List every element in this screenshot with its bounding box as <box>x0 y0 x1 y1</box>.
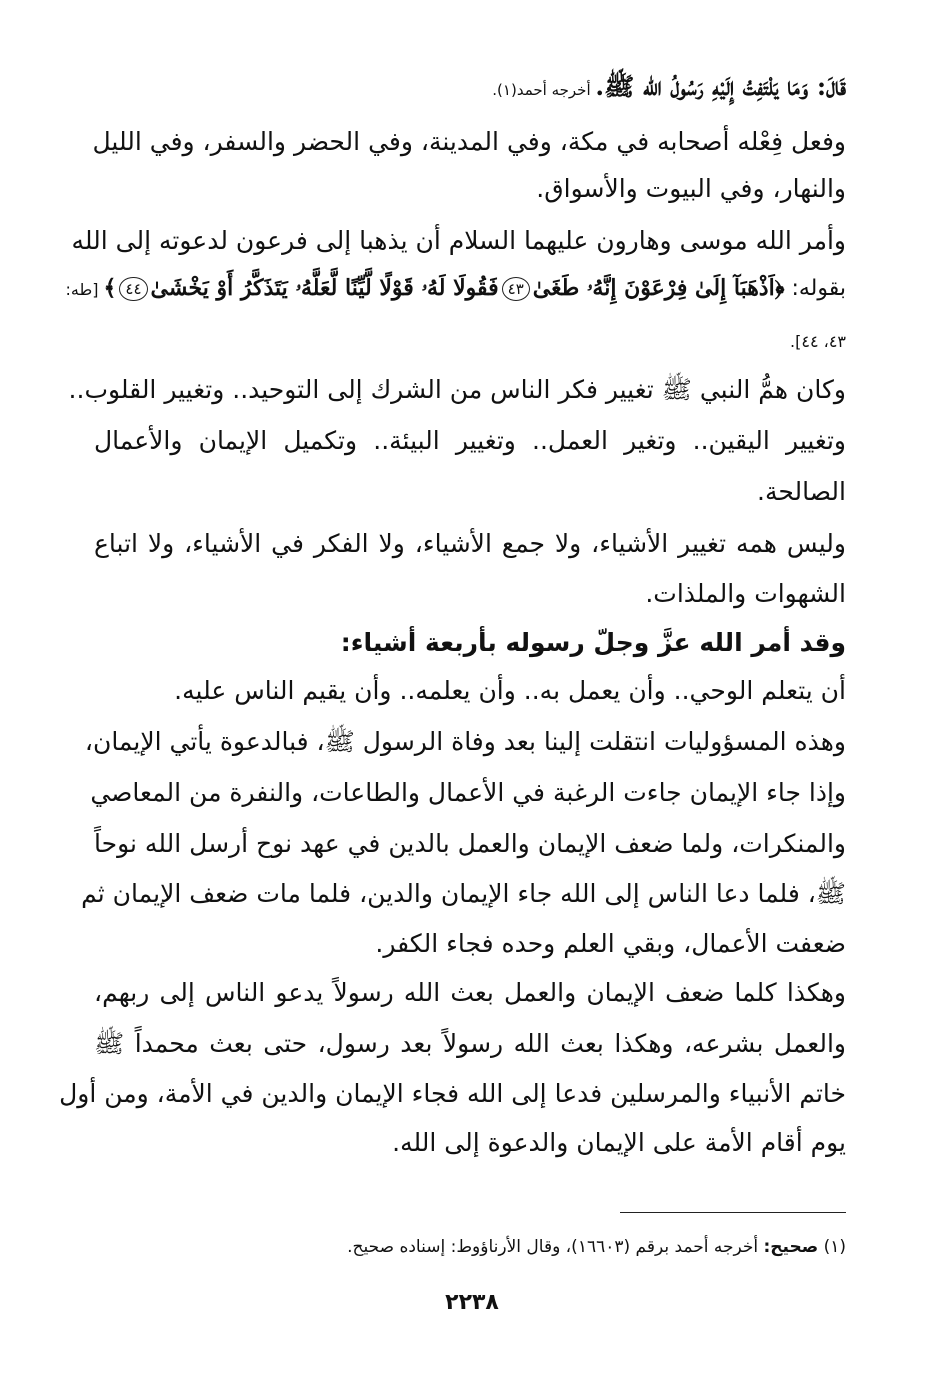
quran-verse-43: ﴿اَذْهَبَآ إِلَىٰ فِرْعَوْنَ إِنَّهُۥ طَغَىٰ <box>532 275 785 301</box>
quran-verse-44: فَقُولَا لَهُۥ قَوْلًا لَّيِّنًا لَّعَلَّهُۥ يَتَذَكَّرُ أَوْ يَخْشَىٰ <box>150 275 499 301</box>
page-number: ٢٢٣٨ <box>445 1290 499 1315</box>
text-line-4: وأمر الله موسى وهارون عليهما السلام أن يذهبا إلى فرعون لدعوته إلى الله <box>71 226 846 255</box>
text-line-15: وإذا جاء الإيمان جاءت الرغبة في الأعمال والطاعات، والنفرة من المعاصي <box>90 778 846 807</box>
text-line-9: الصالحة. <box>757 477 846 506</box>
surah-reference: [طه: <box>65 280 104 299</box>
text-line-14: وهذه المسؤوليات انتقلت إلينا بعد وفاة الرسول ﷺ، فبالدعوة يأتي الإيمان، <box>84 727 846 756</box>
text-line-22: يوم أقام الأمة على الإيمان والدعوة إلى الله. <box>392 1128 846 1157</box>
aya-number-43: ٤٣ <box>502 277 530 301</box>
aya-number-44: ٤٤ <box>119 277 147 301</box>
hadith-quote: قَالَ: وَمَا يَلْتَفِتُ إِلَيْهِ رَسُولُ الله ﷺ. <box>595 72 846 101</box>
text-line-11: الشهوات والملذات. <box>645 579 846 608</box>
footnote-separator <box>620 1212 846 1213</box>
text-line-1 <box>94 61 846 113</box>
text-line-2: وفعل فِعْله أصحابه في مكة، وفي المدينة، وفي الحضر والسفر، وفي الليل <box>92 127 846 156</box>
text-line-20: والعمل بشرعه، وهكذا بعث الله رسولاً بعد رسول، حتى بعث محمداً ﷺ <box>94 1029 846 1058</box>
text-line-verse <box>65 262 846 314</box>
text-line-16: والمنكرات، ولما ضعف الإيمان والعمل بالدين في عهد نوح أرسل الله نوحاً <box>94 829 846 858</box>
text-line-6: ٤٣، ٤٤]. <box>790 332 846 351</box>
verse-close-bracket: ﴾ <box>103 275 117 301</box>
text-line-17: ﷺ، فلما دعا الناس إلى الله جاء الإيمان والدين، فلما مات ضعف الإيمان ثم <box>81 879 846 908</box>
text-line-7: وكان همُّ النبي ﷺ تغيير فكر الناس من الشرك إلى التوحيد.. وتغيير القلوب.. <box>68 375 846 404</box>
footnote-label: صحيح: <box>763 1237 819 1257</box>
footnote-text: أخرجه أحمد برقم (١٦٦٠٣)، وقال الأرناؤوط: إسناده صحيح. <box>347 1237 759 1257</box>
footnote <box>94 1232 846 1262</box>
text-line-18: ضعفت الأعمال، وبقي العلم وحده فجاء الكفر. <box>375 929 846 958</box>
text-line-3: والنهار، وفي البيوت والأسواق. <box>536 174 846 203</box>
footnote-marker: (١) <box>823 1237 846 1257</box>
text-line-10: وليس همه تغيير الأشياء، ولا جمع الأشياء، ولا الفكر في الأشياء، ولا اتباع <box>94 529 846 558</box>
hadith-reference: أخرجه أحمد(١). <box>492 81 596 99</box>
verse-intro: بقوله: <box>784 276 846 301</box>
text-line-13: أن يتعلم الوحي.. وأن يعمل به.. وأن يعلمه.. وأن يقيم الناس عليه. <box>174 676 846 705</box>
text-line-19: وهكذا كلما ضعف الإيمان والعمل بعث الله رسولاً يدعو الناس إلى ربهم، <box>94 978 846 1007</box>
section-heading: وقد أمر الله عزَّ وجلّ رسوله بأربعة أشياء: <box>340 628 846 657</box>
text-line-8: وتغيير اليقين.. وتغير العمل.. وتغيير البيئة.. وتكميل الإيمان والأعمال <box>94 426 846 455</box>
text-line-21: خاتم الأنبياء والمرسلين فدعا إلى الله فجاء الإيمان والدين في الأمة، ومن أول <box>59 1079 846 1108</box>
